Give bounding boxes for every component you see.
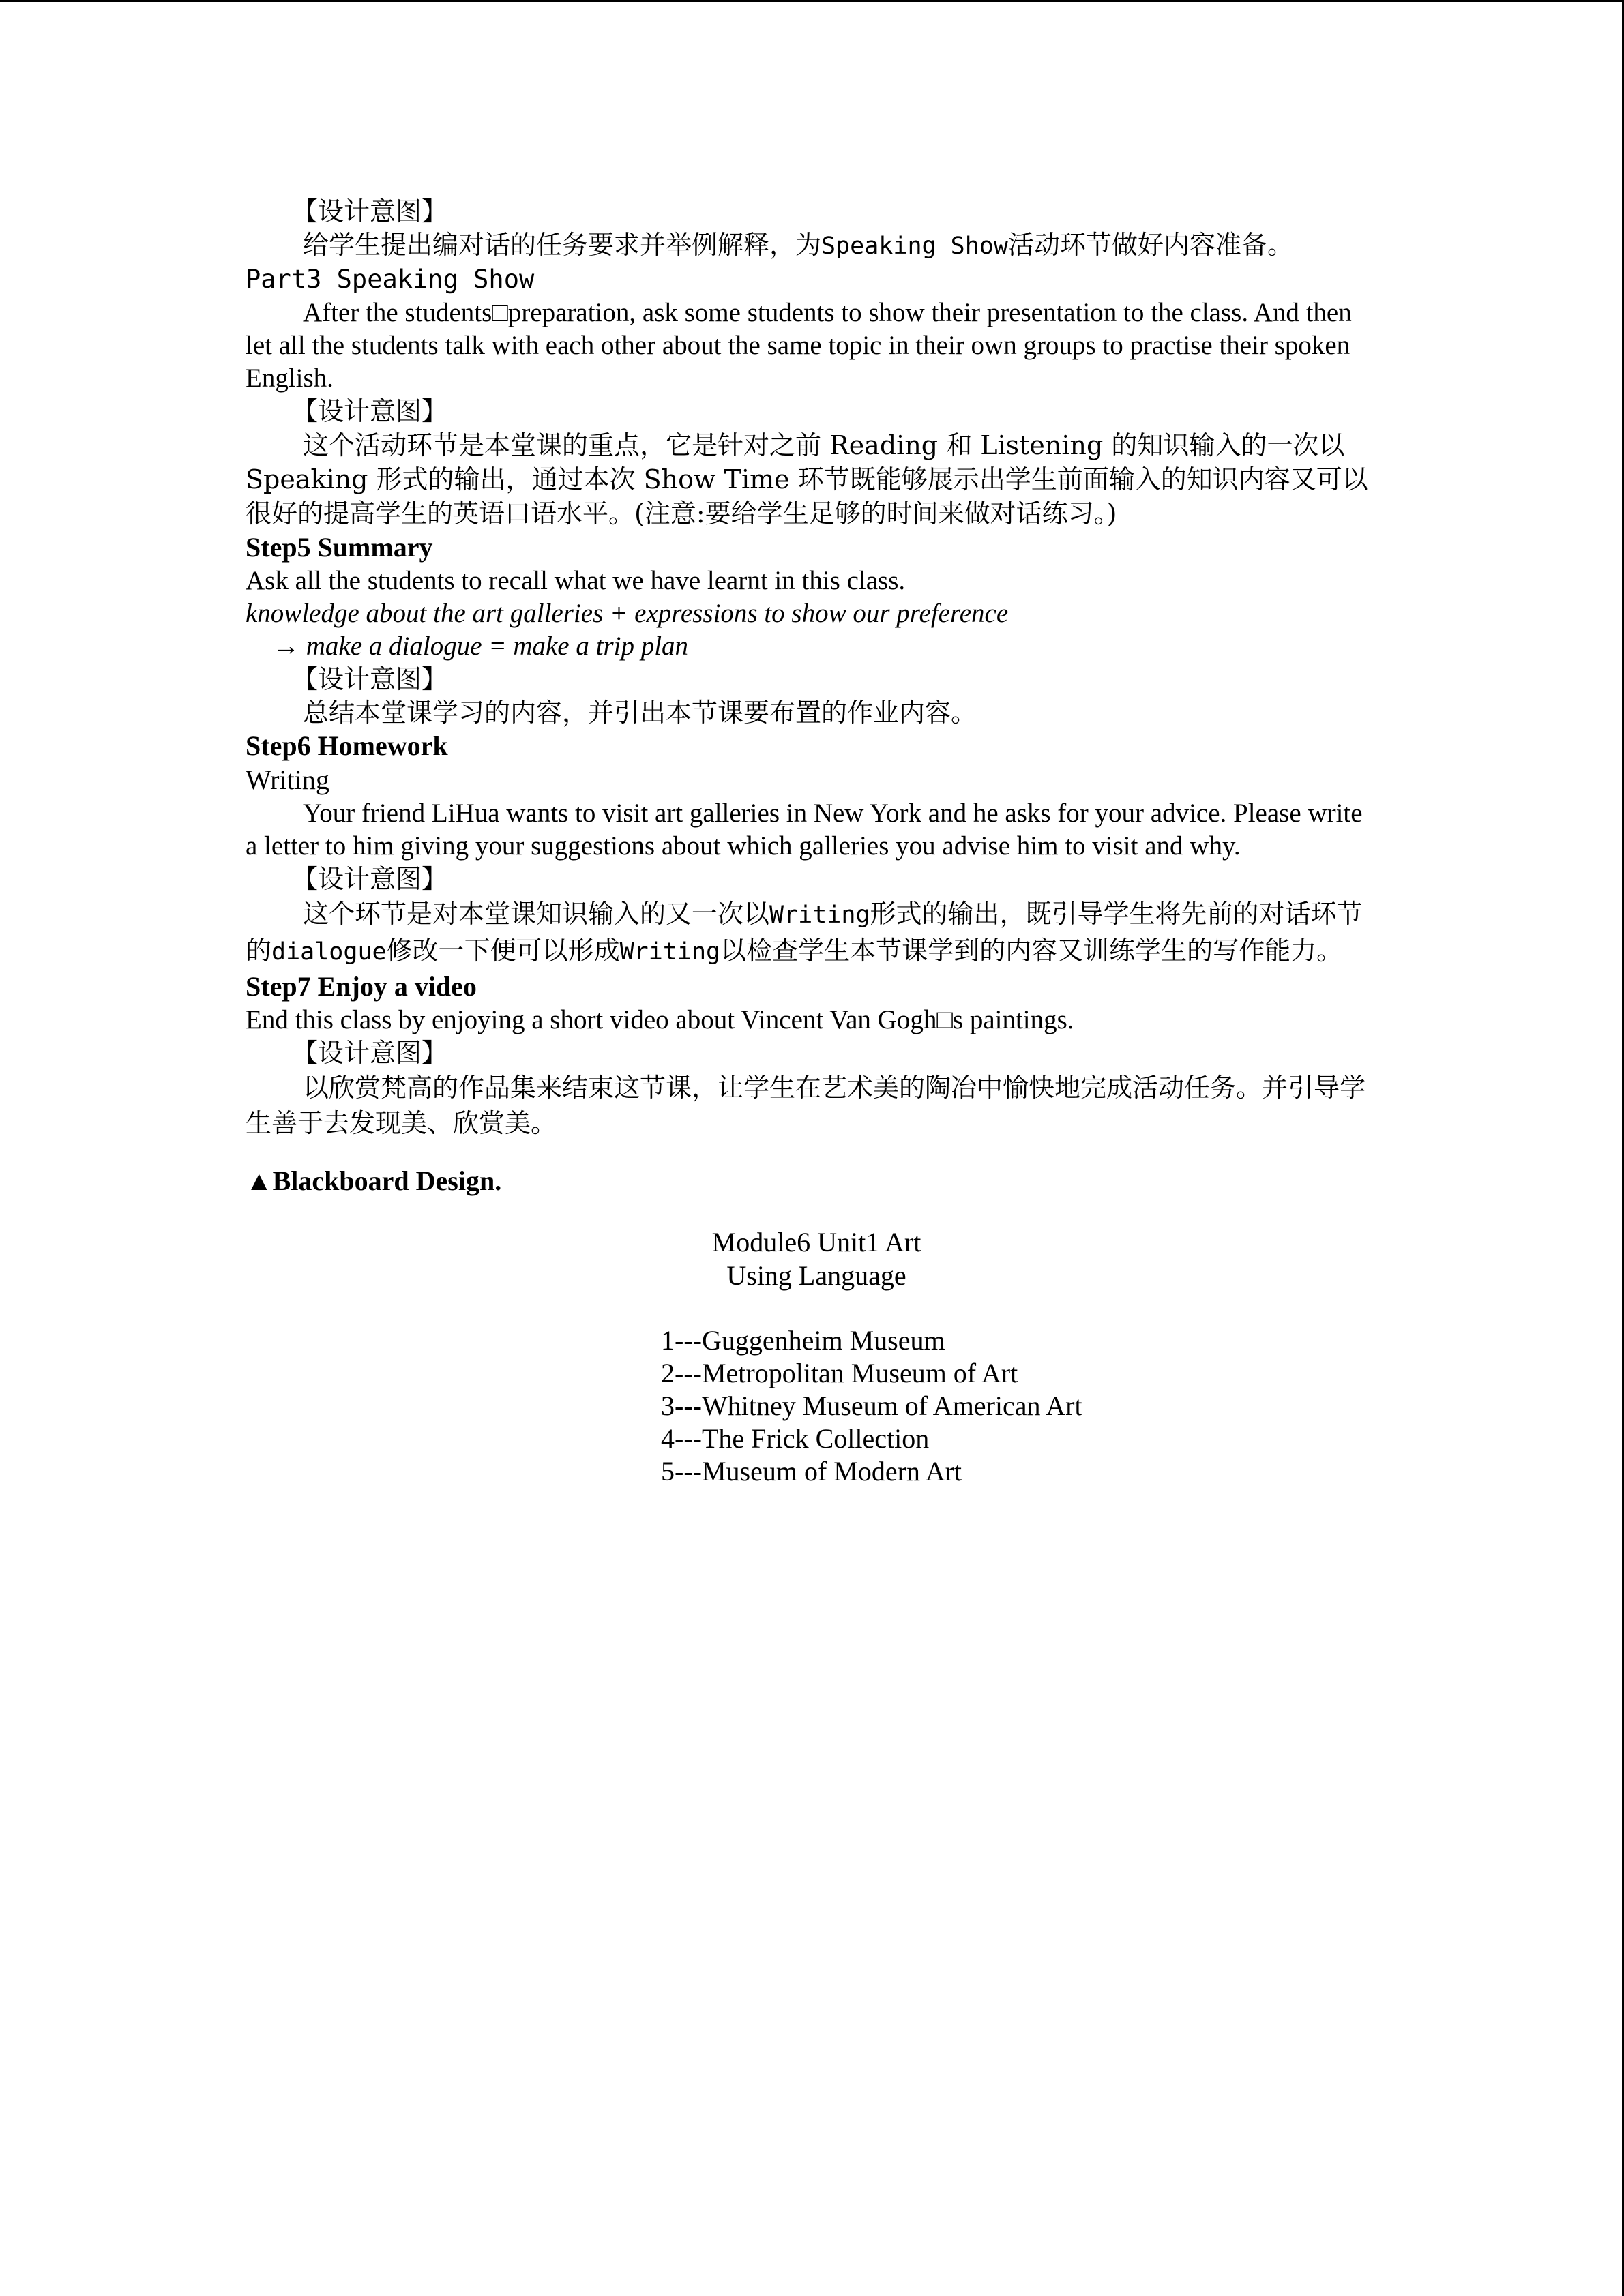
arrow-right-icon: → bbox=[273, 631, 299, 661]
design-intent-label: 【设计意图】 bbox=[292, 864, 448, 894]
section-spacer bbox=[246, 1141, 1379, 1164]
design-intent-text: 总结本堂课学习的内容，并引出本节课要布置的作业内容。 bbox=[303, 698, 977, 728]
blackboard-subtitle: Using Language bbox=[726, 1260, 906, 1291]
design-intent-label: 【设计意图】 bbox=[292, 396, 448, 426]
step7-heading: Step7 Enjoy a video bbox=[246, 971, 477, 1002]
step5-italic-line: knowledge about the art galleries + expressions to show our preference bbox=[246, 599, 1009, 628]
design-intent-label: 【设计意图】 bbox=[292, 1038, 448, 1068]
blackboard-spacer bbox=[246, 1292, 1379, 1324]
step5-heading: Step5 Summary bbox=[246, 532, 433, 563]
list-item: 1---Guggenheim Museum bbox=[661, 1325, 945, 1356]
page-top-border bbox=[0, 0, 1624, 2]
list-item: 5---Museum of Modern Art bbox=[661, 1456, 962, 1487]
step6-paragraph: Your friend LiHua wants to visit art galleries in New York and he asks for your advice. Please write a letter to him giving your suggestions about which galleries you advise him to visit and why. bbox=[246, 799, 1363, 861]
step6-heading: Step6 Homework bbox=[246, 730, 448, 761]
list-item: 4---The Frick Collection bbox=[661, 1423, 930, 1454]
design-intent-text: 给学生提出编对话的任务要求并举例解释，为Speaking Show活动环节做好内容准备。 bbox=[303, 230, 1293, 260]
step7-paragraph: End this class by enjoying a short video about Vincent Van Gogh□s paintings. bbox=[246, 1005, 1074, 1034]
design-intent-text: 以欣赏梵高的作品集来结束这节课，让学生在艺术美的陶冶中愉快地完成活动任务。并引导学生善于去发现美、欣赏美。 bbox=[246, 1073, 1366, 1138]
blackboard-spacer bbox=[246, 1198, 1379, 1225]
design-intent-label: 【设计意图】 bbox=[292, 664, 448, 694]
step6-subheading: Writing bbox=[246, 764, 329, 795]
part3-heading: Part3 Speaking Show bbox=[246, 265, 535, 294]
blackboard-module-title: Module6 Unit1 Art bbox=[711, 1227, 921, 1257]
list-item: 3---Whitney Museum of American Art bbox=[661, 1390, 1082, 1421]
design-intent-label: 【设计意图】 bbox=[292, 196, 448, 226]
step5-arrow-line: → make a dialogue = make a trip plan bbox=[273, 631, 689, 661]
design-intent-text: 这个活动环节是本堂课的重点，它是针对之前 Reading 和 Listening 的知识输入的一次以 Speaking 形式的输出，通过本次 Show Time 环节既能够展示出学生前面输入的知识内容又可以很好的提高学生的英语口语水平。(注意:要给学生足够的时间来做对话练习。) bbox=[246, 430, 1368, 528]
part3-paragraph: After the students□preparation, ask some students to show their presentation to the class. And then let all the students talk with each other about the same topic in their own groups to practise their spoken English. bbox=[246, 298, 1352, 393]
museum-list bbox=[661, 1324, 1379, 1488]
document-body bbox=[246, 195, 1379, 1488]
design-intent-text: 这个环节是对本堂课知识输入的又一次以Writing形式的输出，既引导学生将先前的对话环节的dialogue修改一下便可以形成Writing以检查学生本节课学到的内容又训练学生的写作能力。 bbox=[246, 899, 1363, 966]
list-item: 2---Metropolitan Museum of Art bbox=[661, 1358, 1018, 1388]
blackboard-design-title: ▲Blackboard Design. bbox=[246, 1165, 502, 1196]
step5-paragraph: Ask all the students to recall what we have learnt in this class. bbox=[246, 566, 906, 595]
